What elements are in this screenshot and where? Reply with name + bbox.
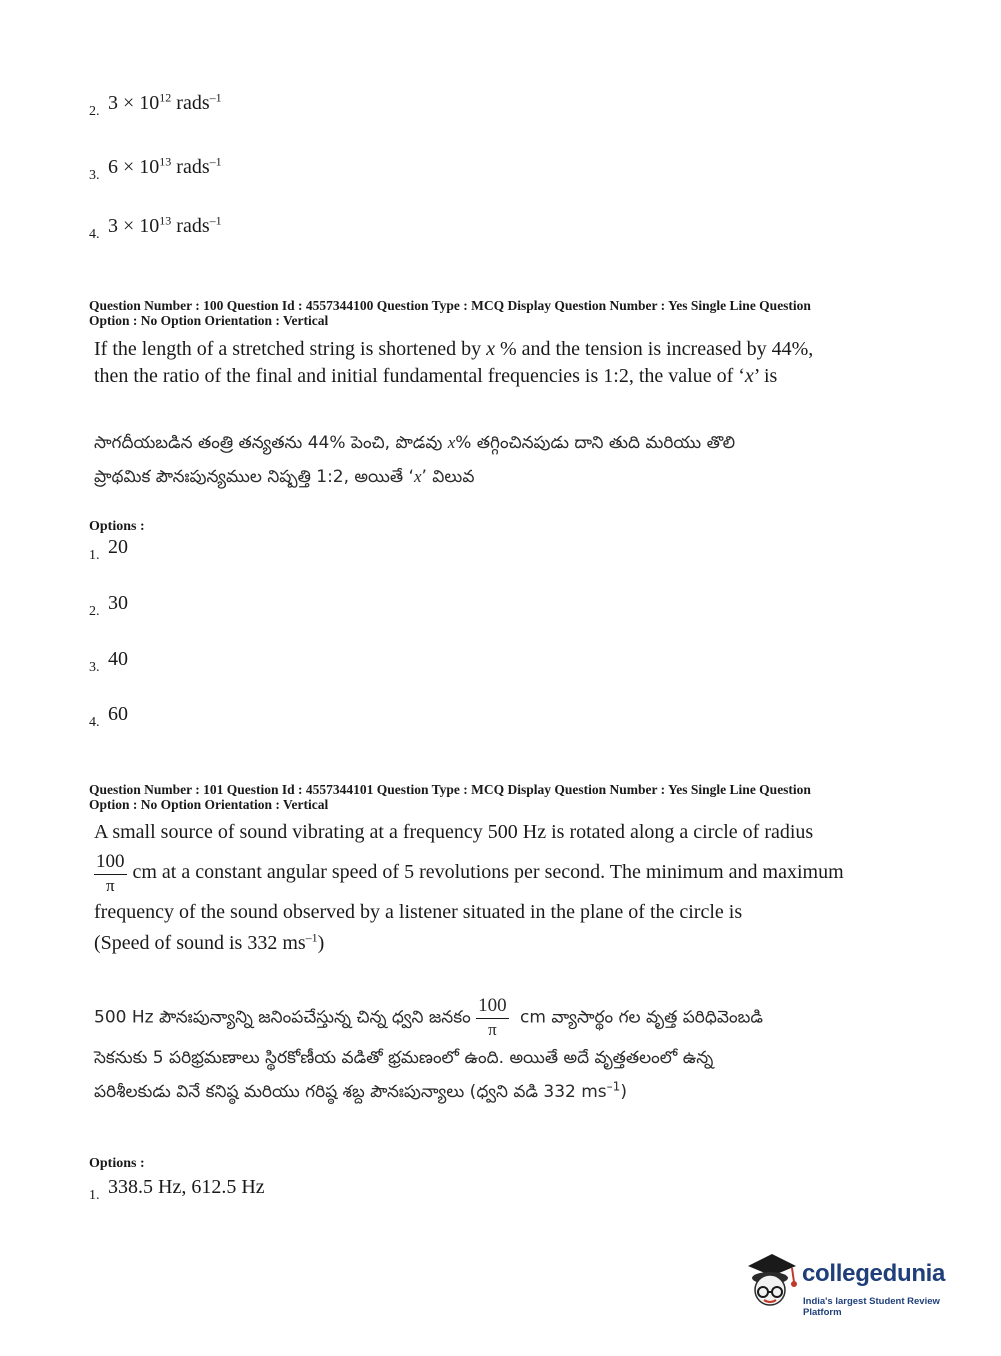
mascot-icon xyxy=(742,1248,800,1310)
q100-options-label: Options : xyxy=(89,519,145,534)
logo-tagline: India's largest Student Review Platform xyxy=(803,1296,940,1318)
radius-fraction: $\frac{100}{\pi}$ xyxy=(96,851,125,895)
q100-meta: Question Number : 100 Question Id : 4557344100 Question Type : MCQ Display Question Number : Yes Single Line Question Option : No Option Orientation : Vertical xyxy=(89,298,811,328)
q101-meta: Question Number : 101 Question Id : 4557344101 Question Type : MCQ Display Question Number : Yes Single Line Question Option : No Option Orientation : Vertical xyxy=(89,782,811,812)
q100-telugu-text: సాగదీయబడిన తంత్రి తన్యతను 44% పెంచి, పొడవు x% తగ్గించినపుడు దాని తుది మరియు తొలి ప్రాథమిక పౌనఃపున్యముల నిష్పత్తి 1:2, అయితే ‘x’ విలువ xyxy=(94,433,736,487)
radius-fraction-telugu: $\frac{100}{\pi}$ xyxy=(478,995,507,1039)
q101-english-text: A small source of sound vibrating at a frequency 500 Hz is rotated along a circle of radius $\frac{100}{\pi}$ cm at a constant angular speed of 5 revolutions per second. The minimum and maximum frequency of the sound observed by a listener situated in the plane of the circle is (Speed of sound is 332 $ms^{-1}$) xyxy=(94,821,844,954)
q100-english-text: If the length of a stretched string is shortened by x % and the tension is increased by 44%, then the ratio of the final and initial fundamental frequencies is 1:2, the value of ‘x’ is xyxy=(94,338,814,387)
collegedunia-logo xyxy=(742,1248,972,1318)
q101-telugu-text: 500 Hz పౌనఃపున్యాన్ని జనింపచేస్తున్న చిన్న ధ్వని జనకం $\frac{100}{\pi}$ cm వ్యాసార్థం గల వృత్త పరిధివెంబడి సెకనుకు 5 పరిభ్రమణాలు స్థిరకోణీయ వడితో భ్రమణంలో ఉంది. అయితే అదే వృత్తతలంలో ఉన్న పరిశీలకుడు వినే కనిష్ఠ మరియు గరిష్ఠ శబ్ద పౌనఃపున్యాలు (ధ్వని వడి 332 $ms^{-1}$) xyxy=(94,995,763,1102)
q101-options-label: Options : xyxy=(89,1156,145,1171)
logo-brand-text: collegedunia xyxy=(802,1260,946,1287)
